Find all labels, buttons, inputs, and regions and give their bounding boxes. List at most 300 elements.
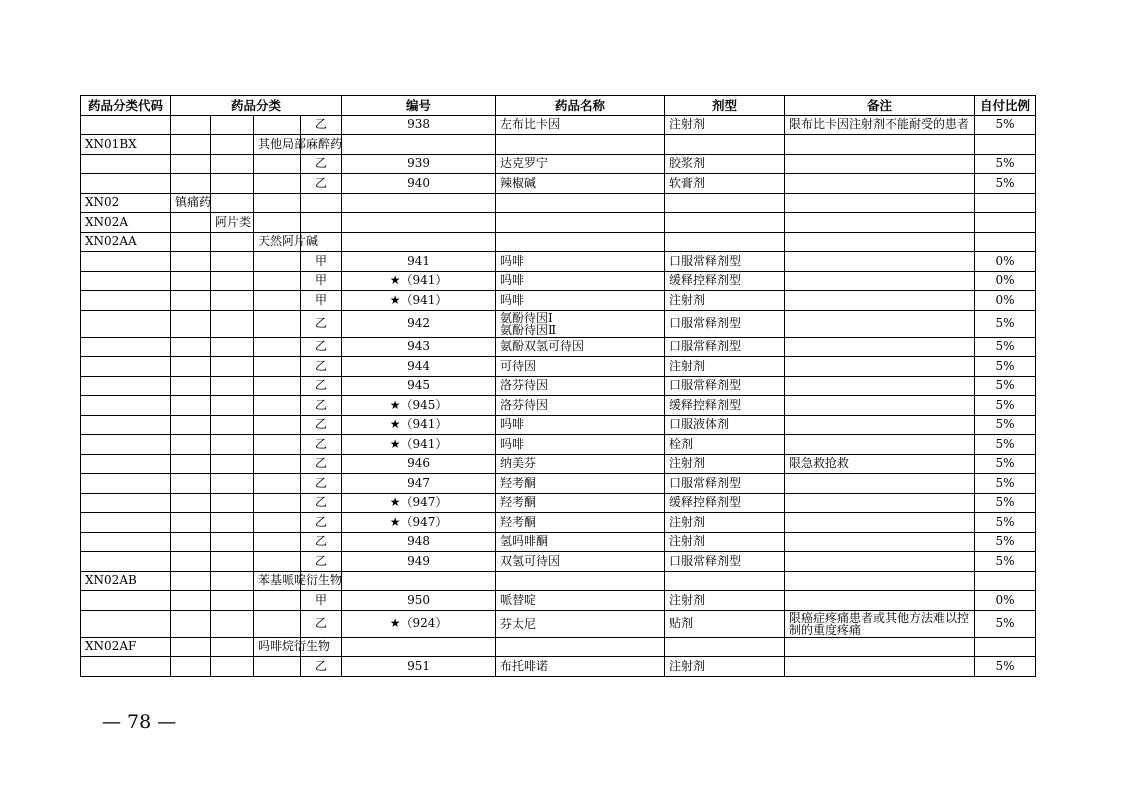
table-row	[81, 637, 1036, 657]
copay-ratio-cell: 5%	[975, 357, 1036, 377]
category-code-cell: XN01BX	[81, 135, 171, 155]
category-level3-cell: 吗啡烷衍生物	[254, 637, 301, 657]
category-code-cell	[81, 115, 171, 135]
table-row	[81, 115, 1036, 135]
drug-name-cell: 布托啡诺	[496, 657, 665, 677]
notes-cell	[785, 493, 975, 513]
copay-ratio-cell: 0%	[975, 291, 1036, 311]
header-ratio: 自付比例	[975, 96, 1036, 116]
category-level3-cell	[254, 213, 301, 233]
category-code-cell: XN02AB	[81, 571, 171, 591]
table-row	[81, 232, 1036, 252]
copay-ratio-cell: 5%	[975, 115, 1036, 135]
table-row	[81, 357, 1036, 377]
dosage-form-cell: 口服常释剂型	[665, 474, 785, 494]
table-row	[81, 532, 1036, 552]
category-level1-cell	[171, 135, 211, 155]
drug-catalog-table	[80, 95, 1036, 677]
category-level3-cell	[254, 435, 301, 455]
category-level3-cell: 天然阿片碱	[254, 232, 301, 252]
drug-class-cell: 乙	[301, 493, 342, 513]
notes-cell	[785, 310, 975, 337]
dosage-form-cell: 贴剂	[665, 610, 785, 637]
table-row	[81, 454, 1036, 474]
drug-number-cell: 942	[342, 310, 496, 337]
copay-ratio-cell: 5%	[975, 154, 1036, 174]
drug-class-cell: 乙	[301, 376, 342, 396]
notes-cell	[785, 396, 975, 416]
category-level1-cell	[171, 571, 211, 591]
copay-ratio-cell: 0%	[975, 252, 1036, 272]
category-level2-cell	[211, 513, 254, 533]
drug-name-cell: 吗啡	[496, 415, 665, 435]
category-level1-cell	[171, 376, 211, 396]
drug-class-cell	[301, 213, 342, 233]
category-level1-cell	[171, 415, 211, 435]
category-code-cell	[81, 376, 171, 396]
drug-class-cell: 乙	[301, 454, 342, 474]
category-code-cell	[81, 415, 171, 435]
drug-name-cell: 左布比卡因	[496, 115, 665, 135]
drug-class-cell: 甲	[301, 252, 342, 272]
category-code-cell	[81, 552, 171, 572]
header-name: 药品名称	[496, 96, 665, 116]
drug-name-cell: 达克罗宁	[496, 154, 665, 174]
notes-cell	[785, 474, 975, 494]
category-code-cell	[81, 474, 171, 494]
category-level1-cell	[171, 513, 211, 533]
notes-cell	[785, 657, 975, 677]
category-level2-cell	[211, 637, 254, 657]
category-level1-cell: 镇痛药	[171, 193, 211, 213]
table-row	[81, 610, 1036, 637]
drug-name-cell: 吗啡	[496, 271, 665, 291]
copay-ratio-cell	[975, 135, 1036, 155]
category-code-cell	[81, 591, 171, 611]
table-row	[81, 415, 1036, 435]
drug-name-cell	[496, 135, 665, 155]
drug-number-cell	[342, 193, 496, 213]
table-row	[81, 213, 1036, 233]
category-code-cell	[81, 154, 171, 174]
drug-number-cell: ★（941）	[342, 415, 496, 435]
copay-ratio-cell: 0%	[975, 591, 1036, 611]
category-level3-cell	[254, 396, 301, 416]
notes-cell	[785, 415, 975, 435]
drug-number-cell: 943	[342, 337, 496, 357]
category-level2-cell	[211, 493, 254, 513]
copay-ratio-cell: 5%	[975, 415, 1036, 435]
category-level2-cell	[211, 252, 254, 272]
category-level2-cell	[211, 552, 254, 572]
category-level1-cell	[171, 657, 211, 677]
drug-name-cell	[496, 637, 665, 657]
copay-ratio-cell	[975, 193, 1036, 213]
dosage-form-cell	[665, 637, 785, 657]
category-code-cell	[81, 435, 171, 455]
drug-class-cell: 乙	[301, 532, 342, 552]
drug-number-cell: ★（945）	[342, 396, 496, 416]
drug-number-cell: 951	[342, 657, 496, 677]
category-level3-cell	[254, 337, 301, 357]
category-level3-cell	[254, 252, 301, 272]
category-code-cell	[81, 310, 171, 337]
drug-name-cell: 纳美芬	[496, 454, 665, 474]
category-level3-cell	[254, 610, 301, 637]
header-notes: 备注	[785, 96, 975, 116]
dosage-form-cell: 口服常释剂型	[665, 252, 785, 272]
dosage-form-cell: 注射剂	[665, 513, 785, 533]
copay-ratio-cell: 5%	[975, 532, 1036, 552]
category-level2-cell	[211, 154, 254, 174]
category-level1-cell	[171, 271, 211, 291]
dosage-form-cell: 缓释控释剂型	[665, 493, 785, 513]
category-level1-cell	[171, 232, 211, 252]
category-level3-cell	[254, 291, 301, 311]
copay-ratio-cell: 5%	[975, 513, 1036, 533]
notes-cell	[785, 376, 975, 396]
drug-number-cell	[342, 213, 496, 233]
category-level1-cell	[171, 396, 211, 416]
category-code-cell	[81, 291, 171, 311]
table-row	[81, 174, 1036, 194]
category-level3-cell	[254, 115, 301, 135]
drug-number-cell: 938	[342, 115, 496, 135]
table-row	[81, 513, 1036, 533]
drug-class-cell: 甲	[301, 291, 342, 311]
drug-name-cell: 芬太尼	[496, 610, 665, 637]
dosage-form-cell: 注射剂	[665, 591, 785, 611]
drug-class-cell: 乙	[301, 154, 342, 174]
category-level2-cell	[211, 291, 254, 311]
dosage-form-cell: 口服液体剂	[665, 415, 785, 435]
drug-name-cell: 吗啡	[496, 435, 665, 455]
table-row	[81, 291, 1036, 311]
drug-number-cell: 945	[342, 376, 496, 396]
drug-number-cell	[342, 637, 496, 657]
drug-name-cell: 洛芬待因	[496, 376, 665, 396]
notes-cell: 限布比卡因注射剂不能耐受的患者	[785, 115, 975, 135]
dosage-form-cell	[665, 571, 785, 591]
drug-number-cell: 949	[342, 552, 496, 572]
dosage-form-cell: 口服常释剂型	[665, 310, 785, 337]
drug-class-cell: 甲	[301, 591, 342, 611]
drug-class-cell: 乙	[301, 396, 342, 416]
category-level2-cell	[211, 115, 254, 135]
table-row	[81, 310, 1036, 337]
notes-cell	[785, 513, 975, 533]
table-row	[81, 657, 1036, 677]
category-code-cell	[81, 493, 171, 513]
category-level3-cell	[254, 493, 301, 513]
drug-class-cell: 乙	[301, 415, 342, 435]
copay-ratio-cell: 5%	[975, 493, 1036, 513]
notes-cell	[785, 637, 975, 657]
header-code: 药品分类代码	[81, 96, 171, 116]
drug-class-cell: 乙	[301, 474, 342, 494]
drug-number-cell: 940	[342, 174, 496, 194]
table-row	[81, 252, 1036, 272]
copay-ratio-cell: 5%	[975, 552, 1036, 572]
category-level2-cell	[211, 376, 254, 396]
category-level1-cell	[171, 154, 211, 174]
category-level1-cell	[171, 310, 211, 337]
drug-name-cell: 吗啡	[496, 252, 665, 272]
drug-name-cell: 哌替啶	[496, 591, 665, 611]
notes-cell	[785, 213, 975, 233]
copay-ratio-cell	[975, 637, 1036, 657]
category-level1-cell	[171, 291, 211, 311]
category-level1-cell	[171, 174, 211, 194]
category-level2-cell	[211, 232, 254, 252]
drug-class-cell	[301, 193, 342, 213]
category-level2-cell	[211, 310, 254, 337]
notes-cell: 限急救抢救	[785, 454, 975, 474]
notes-cell	[785, 571, 975, 591]
category-level3-cell	[254, 591, 301, 611]
drug-number-cell	[342, 135, 496, 155]
copay-ratio-cell	[975, 571, 1036, 591]
copay-ratio-cell: 5%	[975, 657, 1036, 677]
drug-class-cell: 乙	[301, 310, 342, 337]
category-level3-cell	[254, 310, 301, 337]
category-level1-cell	[171, 474, 211, 494]
category-level3-cell	[254, 376, 301, 396]
drug-number-cell: ★（947）	[342, 493, 496, 513]
drug-name-cell: 吗啡	[496, 291, 665, 311]
table-row	[81, 474, 1036, 494]
table-row	[81, 271, 1036, 291]
drug-class-cell: 甲	[301, 271, 342, 291]
category-level3-cell: 苯基哌啶衍生物	[254, 571, 301, 591]
category-level1-cell	[171, 252, 211, 272]
drug-number-cell: 947	[342, 474, 496, 494]
category-level1-cell	[171, 637, 211, 657]
notes-cell	[785, 252, 975, 272]
category-code-cell: XN02	[81, 193, 171, 213]
drug-number-cell: 944	[342, 357, 496, 377]
drug-name-cell: 氢吗啡酮	[496, 532, 665, 552]
category-code-cell	[81, 513, 171, 533]
category-level3-cell	[254, 357, 301, 377]
header-form: 剂型	[665, 96, 785, 116]
dosage-form-cell: 口服常释剂型	[665, 552, 785, 572]
category-code-cell	[81, 532, 171, 552]
category-level2-cell	[211, 610, 254, 637]
drug-name-cell: 洛芬待因	[496, 396, 665, 416]
category-code-cell: XN02AF	[81, 637, 171, 657]
drug-number-cell: ★（941）	[342, 291, 496, 311]
dosage-form-cell: 注射剂	[665, 291, 785, 311]
header-row	[81, 96, 1036, 116]
category-level2-cell	[211, 271, 254, 291]
dosage-form-cell	[665, 135, 785, 155]
category-level2-cell	[211, 193, 254, 213]
table-row	[81, 135, 1036, 155]
drug-name-cell	[496, 571, 665, 591]
category-level2-cell	[211, 174, 254, 194]
category-level2-cell	[211, 415, 254, 435]
drug-name-cell	[496, 213, 665, 233]
notes-cell	[785, 591, 975, 611]
category-level2-cell	[211, 357, 254, 377]
drug-number-cell: ★（947）	[342, 513, 496, 533]
table-row	[81, 337, 1036, 357]
notes-cell	[785, 357, 975, 377]
category-level3-cell	[254, 174, 301, 194]
notes-cell: 限癌症疼痛患者或其他方法难以控制的重度疼痛	[785, 610, 975, 637]
notes-cell	[785, 154, 975, 174]
page-number: — 78 —	[102, 711, 177, 733]
dosage-form-cell: 软膏剂	[665, 174, 785, 194]
category-level1-cell	[171, 115, 211, 135]
copay-ratio-cell: 5%	[975, 474, 1036, 494]
drug-class-cell: 乙	[301, 657, 342, 677]
drug-number-cell: 941	[342, 252, 496, 272]
table-row	[81, 552, 1036, 572]
copay-ratio-cell: 5%	[975, 310, 1036, 337]
category-code-cell: XN02AA	[81, 232, 171, 252]
notes-cell	[785, 337, 975, 357]
drug-number-cell: ★（941）	[342, 435, 496, 455]
table-row	[81, 571, 1036, 591]
category-level2-cell	[211, 337, 254, 357]
drug-name-cell: 羟考酮	[496, 474, 665, 494]
category-code-cell	[81, 396, 171, 416]
table-row	[81, 376, 1036, 396]
category-level2-cell	[211, 591, 254, 611]
drug-name-cell: 氨酚待因Ⅰ 氨酚待因Ⅱ	[496, 310, 665, 337]
category-level2-cell	[211, 657, 254, 677]
notes-cell	[785, 193, 975, 213]
drug-number-cell	[342, 232, 496, 252]
copay-ratio-cell: 5%	[975, 610, 1036, 637]
notes-cell	[785, 232, 975, 252]
drug-number-cell	[342, 571, 496, 591]
category-level3-cell	[254, 415, 301, 435]
category-level1-cell	[171, 610, 211, 637]
category-level2-cell: 阿片类	[211, 213, 254, 233]
drug-class-cell: 乙	[301, 610, 342, 637]
category-level2-cell	[211, 135, 254, 155]
table-row	[81, 493, 1036, 513]
drug-number-cell: 946	[342, 454, 496, 474]
copay-ratio-cell: 5%	[975, 396, 1036, 416]
category-level1-cell	[171, 591, 211, 611]
category-code-cell	[81, 174, 171, 194]
table-row	[81, 591, 1036, 611]
drug-number-cell: ★（924）	[342, 610, 496, 637]
drug-class-cell: 乙	[301, 174, 342, 194]
drug-name-cell: 可待因	[496, 357, 665, 377]
category-code-cell	[81, 271, 171, 291]
copay-ratio-cell: 5%	[975, 376, 1036, 396]
notes-cell	[785, 135, 975, 155]
category-level2-cell	[211, 435, 254, 455]
category-level3-cell	[254, 193, 301, 213]
dosage-form-cell: 栓剂	[665, 435, 785, 455]
dosage-form-cell: 注射剂	[665, 454, 785, 474]
drug-class-cell: 乙	[301, 513, 342, 533]
category-level1-cell	[171, 532, 211, 552]
category-level3-cell	[254, 657, 301, 677]
dosage-form-cell: 缓释控释剂型	[665, 396, 785, 416]
category-level3-cell	[254, 474, 301, 494]
notes-cell	[785, 552, 975, 572]
category-level2-cell	[211, 571, 254, 591]
category-code-cell	[81, 657, 171, 677]
category-level1-cell	[171, 213, 211, 233]
drug-number-cell: ★（941）	[342, 271, 496, 291]
dosage-form-cell: 胶浆剂	[665, 154, 785, 174]
table-row	[81, 396, 1036, 416]
table-row	[81, 154, 1036, 174]
dosage-form-cell: 口服常释剂型	[665, 376, 785, 396]
category-level1-cell	[171, 357, 211, 377]
header-category: 药品分类	[171, 96, 342, 116]
table-row	[81, 435, 1036, 455]
drug-number-cell: 948	[342, 532, 496, 552]
category-level3-cell: 其他局部麻醉药	[254, 135, 301, 155]
category-level3-cell	[254, 154, 301, 174]
notes-cell	[785, 291, 975, 311]
copay-ratio-cell: 0%	[975, 271, 1036, 291]
category-level3-cell	[254, 552, 301, 572]
dosage-form-cell: 缓释控释剂型	[665, 271, 785, 291]
copay-ratio-cell	[975, 213, 1036, 233]
category-level2-cell	[211, 454, 254, 474]
category-code-cell	[81, 357, 171, 377]
dosage-form-cell	[665, 232, 785, 252]
dosage-form-cell	[665, 193, 785, 213]
drug-name-cell: 辣椒碱	[496, 174, 665, 194]
category-code-cell	[81, 610, 171, 637]
header-number: 编号	[342, 96, 496, 116]
category-code-cell	[81, 337, 171, 357]
dosage-form-cell: 口服常释剂型	[665, 337, 785, 357]
drug-name-cell: 羟考酮	[496, 493, 665, 513]
notes-cell	[785, 271, 975, 291]
drug-name-cell: 氨酚双氢可待因	[496, 337, 665, 357]
notes-cell	[785, 435, 975, 455]
notes-cell	[785, 532, 975, 552]
dosage-form-cell: 注射剂	[665, 357, 785, 377]
drug-class-cell: 乙	[301, 552, 342, 572]
drug-name-cell	[496, 232, 665, 252]
category-level3-cell	[254, 532, 301, 552]
category-code-cell	[81, 454, 171, 474]
drug-number-cell: 950	[342, 591, 496, 611]
dosage-form-cell: 注射剂	[665, 532, 785, 552]
drug-class-cell: 乙	[301, 115, 342, 135]
category-code-cell: XN02A	[81, 213, 171, 233]
category-level2-cell	[211, 396, 254, 416]
category-level2-cell	[211, 474, 254, 494]
category-level1-cell	[171, 435, 211, 455]
category-code-cell	[81, 252, 171, 272]
category-level3-cell	[254, 513, 301, 533]
drug-class-cell: 乙	[301, 357, 342, 377]
category-level3-cell	[254, 454, 301, 474]
table-body	[81, 115, 1036, 676]
table-row	[81, 193, 1036, 213]
dosage-form-cell	[665, 213, 785, 233]
copay-ratio-cell: 5%	[975, 337, 1036, 357]
category-level1-cell	[171, 493, 211, 513]
drug-name-cell	[496, 193, 665, 213]
category-level1-cell	[171, 454, 211, 474]
drug-number-cell: 939	[342, 154, 496, 174]
